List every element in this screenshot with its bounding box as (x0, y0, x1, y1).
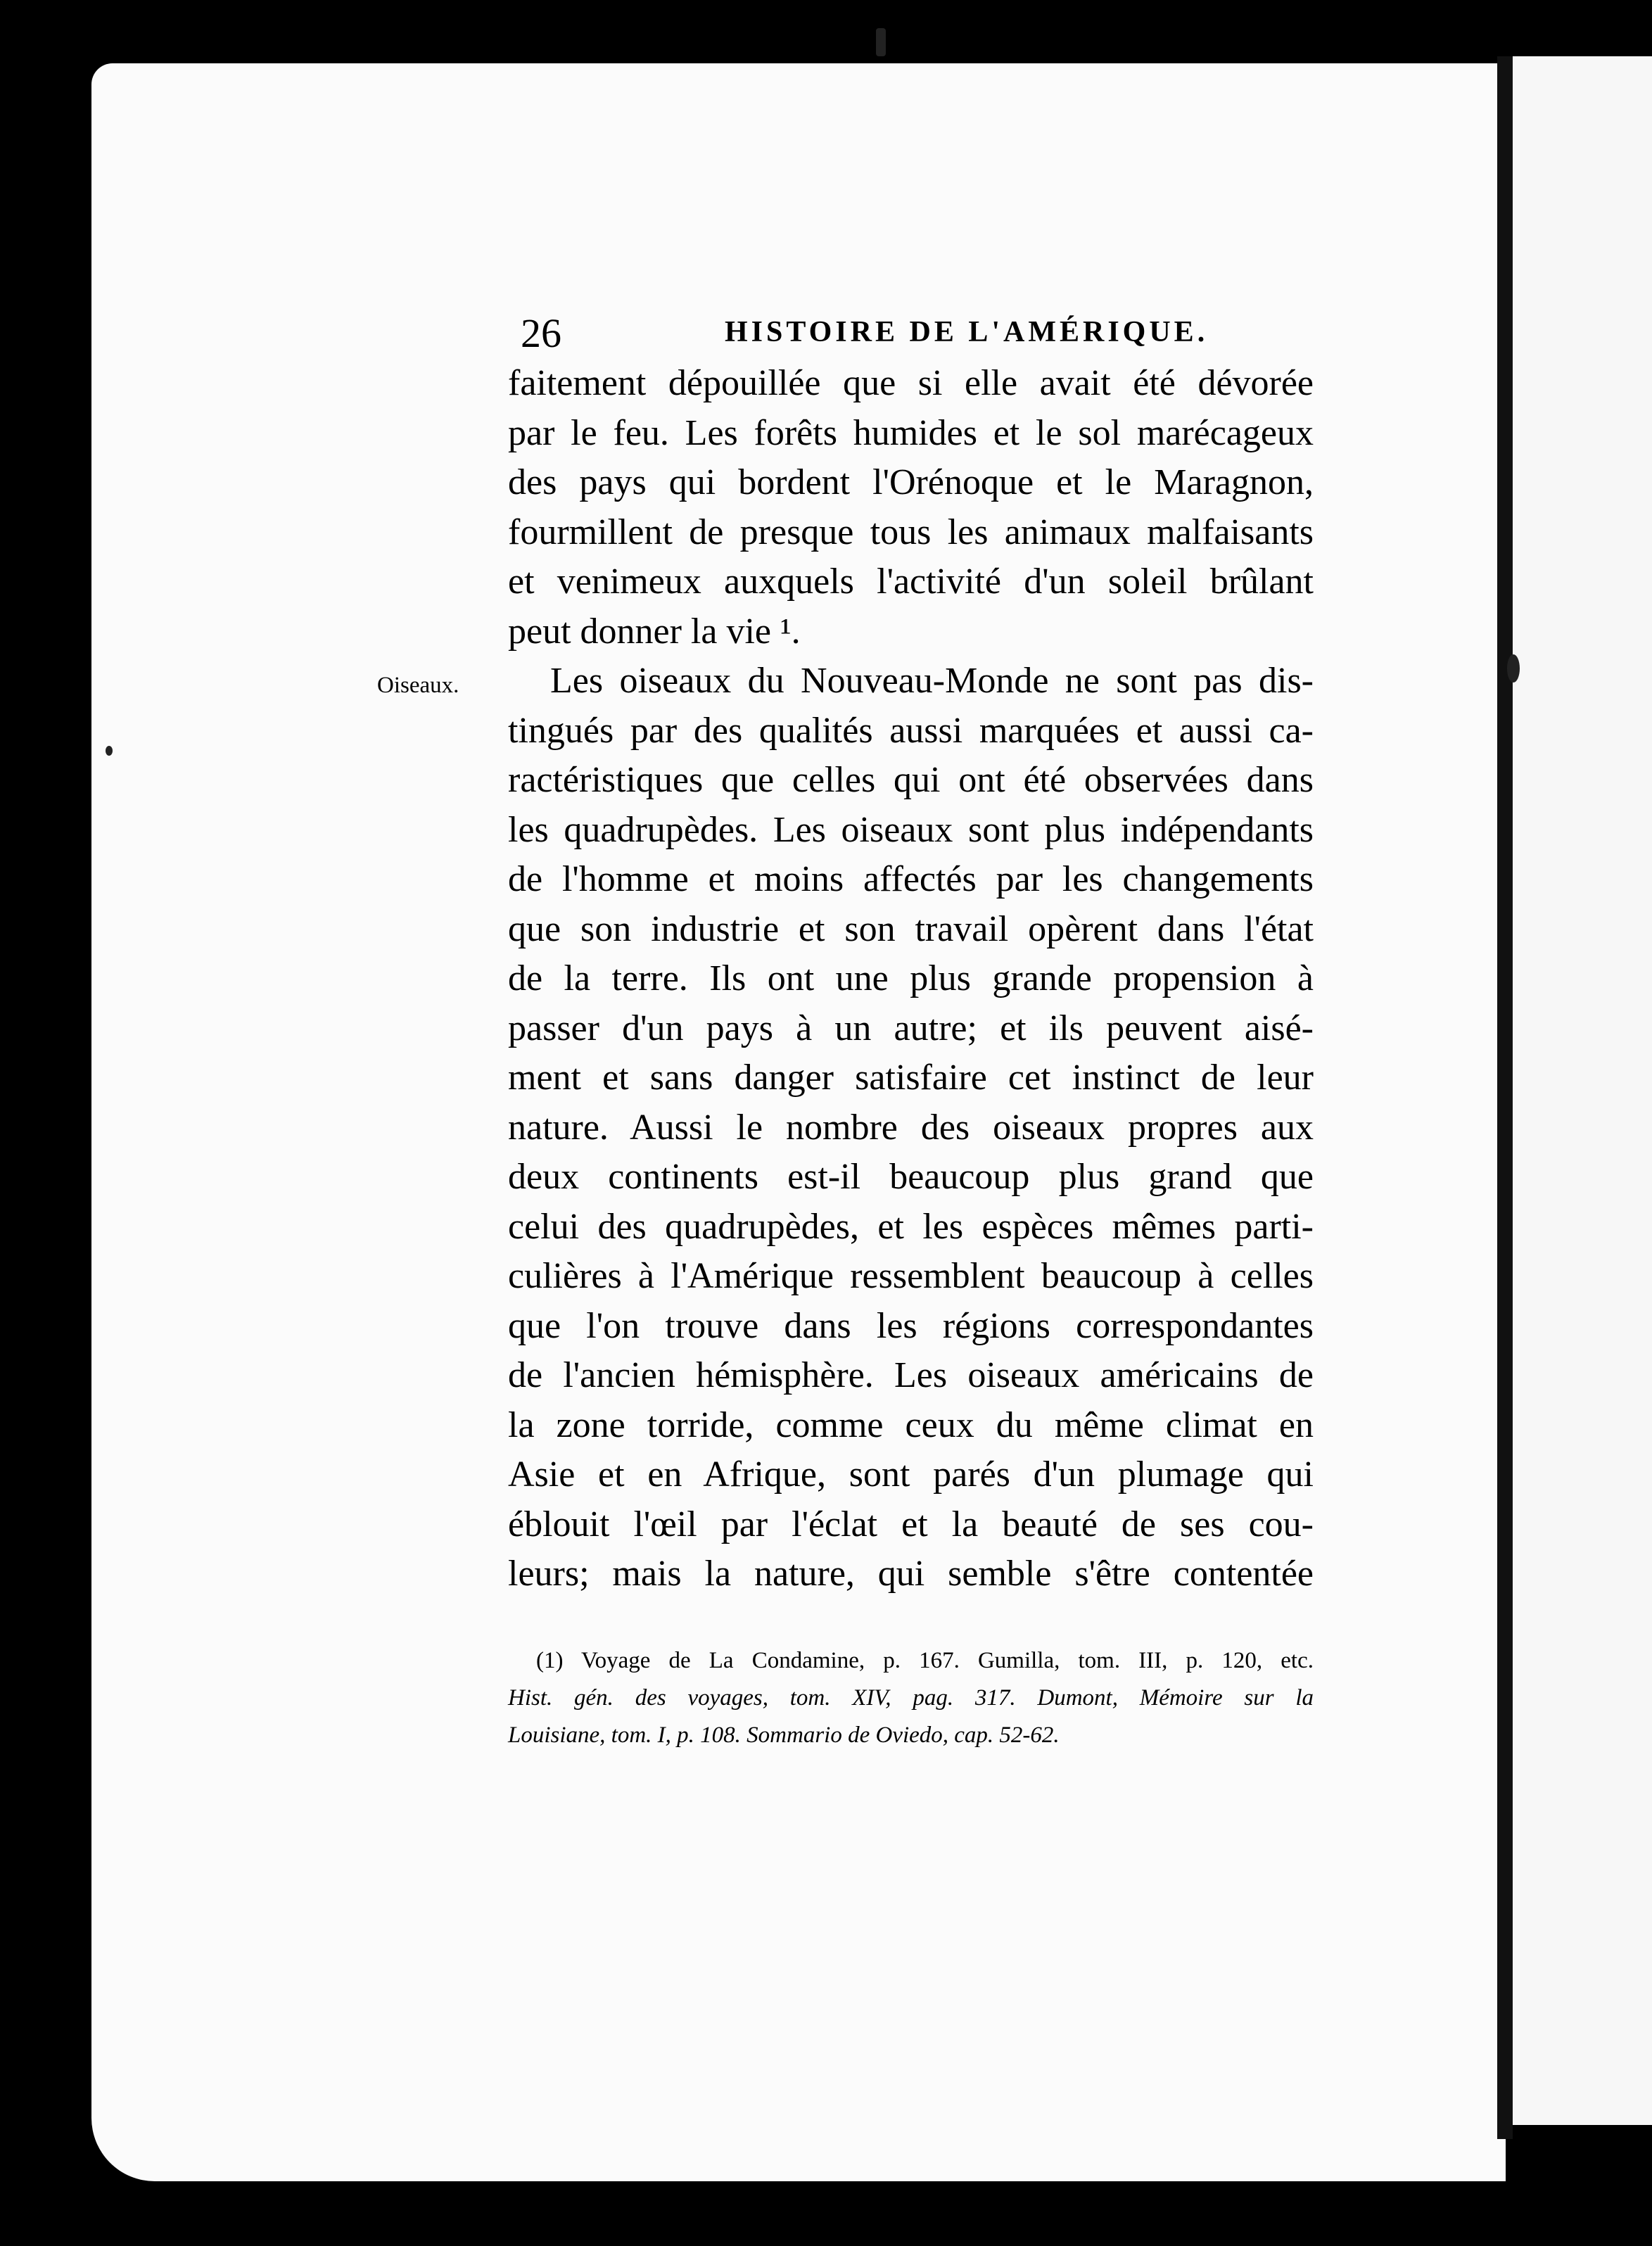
scan-speck (106, 746, 113, 756)
text-line: ment et sans danger satisfaire cet instinct de leur (508, 1058, 1314, 1098)
text-line: nature. Aussi le nombre des oiseaux propres aux (508, 1107, 1314, 1148)
scan-speck (1507, 654, 1520, 683)
footnote-line: Hist. gén. des voyages, tom. XIV, pag. 317. Dumont, Mémoire sur la (508, 1685, 1314, 1711)
margin-note: Oiseaux. (377, 673, 459, 698)
text-line: la zone torride, comme ceux du même climat en (508, 1404, 1314, 1445)
text-line: passer d'un pays à un autre; et ils peuvent aisé- (508, 1008, 1314, 1048)
text-line: leurs; mais la nature, qui semble s'être contentée (508, 1554, 1314, 1594)
text-line: de l'homme et moins affectés par les changements (508, 859, 1314, 899)
text-line: Asie et en Afrique, sont parés d'un plumage qui (508, 1454, 1314, 1495)
scan-speck (876, 28, 886, 56)
page-header (521, 310, 1312, 356)
footnote-line: Louisiane, tom. I, p. 108. Sommario de Oviedo, cap. 52-62. (508, 1722, 1060, 1748)
running-head: HISTOIRE DE L'AMÉRIQUE. (725, 316, 1209, 348)
text-line: fourmillent de presque tous les animaux malfaisants (508, 512, 1314, 552)
text-line: ractéristiques que celles qui ont été observées dans (508, 760, 1314, 800)
book-gutter (1497, 56, 1513, 2139)
text-line: que l'on trouve dans les régions correspondantes (508, 1305, 1314, 1346)
facing-page-edge (1513, 56, 1652, 2125)
text-line: tingués par des qualités aussi marquées et aussi ca- (508, 710, 1314, 751)
text-line: faitement dépouillée que si elle avait été dévorée (508, 363, 1314, 403)
text-line: par le feu. Les forêts humides et le sol marécageux (508, 412, 1314, 453)
text-line: des pays qui bordent l'Orénoque et le Maragnon, (508, 462, 1314, 502)
text-line: que son industrie et son travail opèrent dans l'état (508, 908, 1314, 949)
text-line: les quadrupèdes. Les oiseaux sont plus indépendants (508, 809, 1314, 850)
text-line: Les oiseaux du Nouveau-Monde ne sont pas dis- (550, 661, 1314, 701)
text-line: celui des quadrupèdes, et les espèces mêmes parti- (508, 1206, 1314, 1247)
footnote-line: (1) Voyage de La Condamine, p. 167. Gumilla, tom. III, p. 120, etc. (536, 1648, 1314, 1673)
text-line: de la terre. Ils ont une plus grande propension à (508, 958, 1314, 998)
text-line: et venimeux auxquels l'activité d'un soleil brûlant (508, 562, 1314, 602)
footnotes (508, 1642, 1314, 1754)
text-line: peut donner la vie ¹. (508, 611, 801, 652)
text-line: deux continents est-il beaucoup plus grand que (508, 1157, 1314, 1197)
text-line: culières à l'Amérique ressemblent beaucoup à celles (508, 1256, 1314, 1296)
text-line: de l'ancien hémisphère. Les oiseaux américains de (508, 1355, 1314, 1395)
body-text (508, 359, 1314, 1599)
page-number: 26 (521, 310, 561, 356)
text-line: éblouit l'œil par l'éclat et la beauté de ses cou- (508, 1504, 1314, 1544)
